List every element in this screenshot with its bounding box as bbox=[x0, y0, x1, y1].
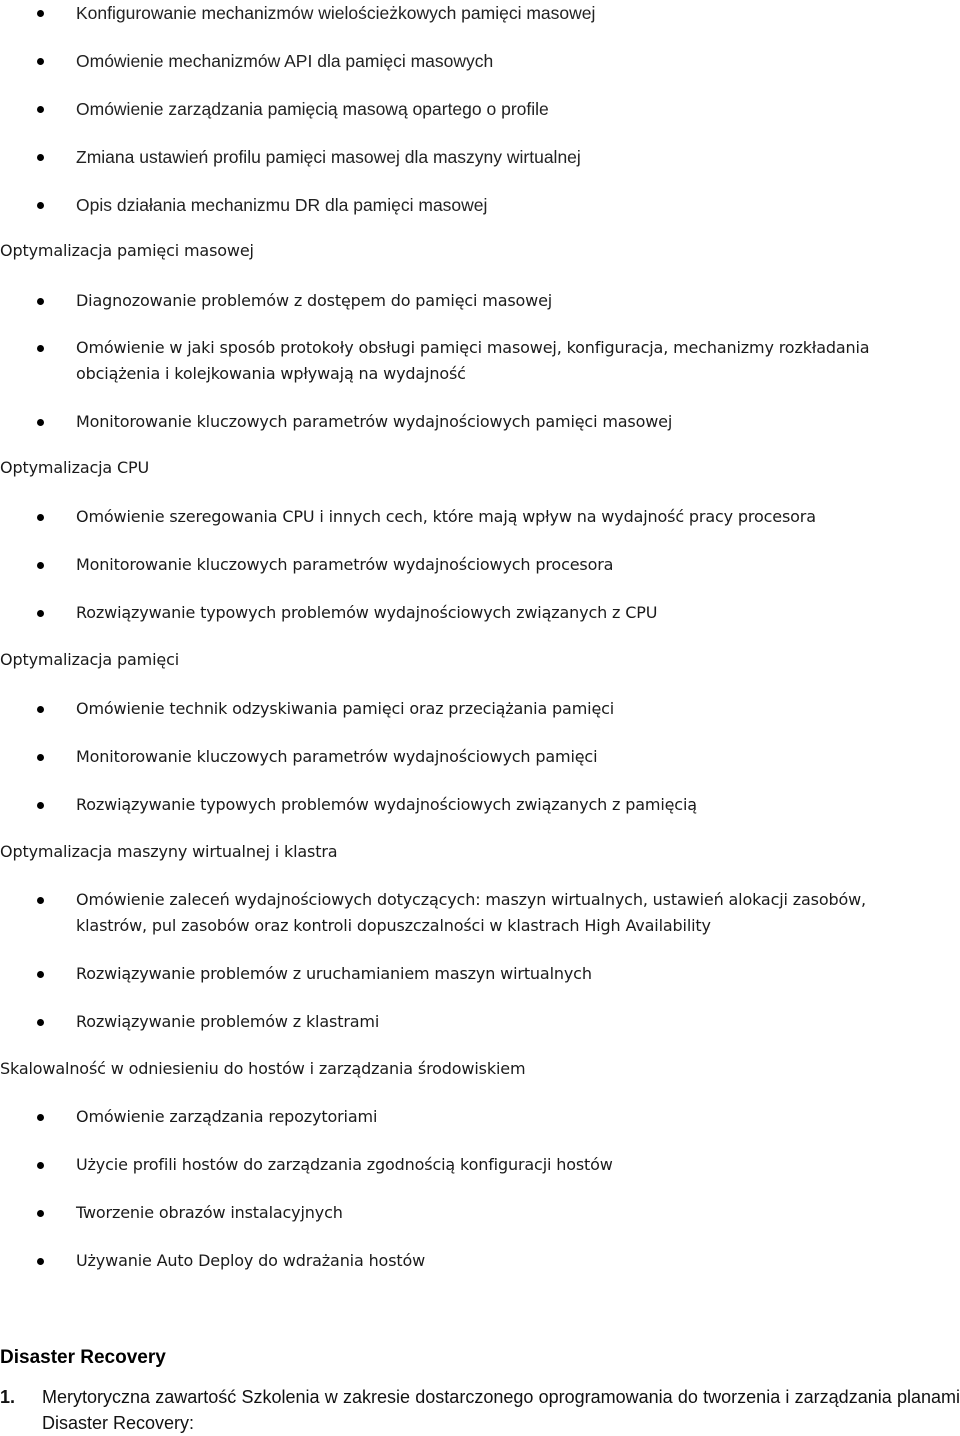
bullet-icon bbox=[37, 610, 44, 617]
bullet-icon bbox=[37, 897, 44, 904]
list-item-text: Omówienie mechanizmów API dla pamięci masowych bbox=[76, 51, 494, 71]
bullet-icon bbox=[37, 154, 44, 161]
bullet-icon bbox=[37, 202, 44, 209]
bullet-icon bbox=[37, 802, 44, 809]
list-item-text: Rozwiązywanie problemów z klastrami bbox=[76, 1012, 380, 1031]
bullet-icon bbox=[37, 10, 44, 17]
bullet-icon bbox=[37, 1258, 44, 1265]
section-heading: Optymalizacja pamięci bbox=[0, 650, 180, 669]
list-item-text: Rozwiązywanie typowych problemów wydajnościowych związanych z CPU bbox=[76, 603, 658, 622]
bullet-icon bbox=[37, 1019, 44, 1026]
section-heading: Optymalizacja maszyny wirtualnej i klastra bbox=[0, 842, 338, 861]
section-heading: Optymalizacja pamięci masowej bbox=[0, 241, 254, 260]
list-item-text: Omówienie w jaki sposób protokoły obsługi pamięci masowej, konfiguracja, mechanizmy rozkładania obciążenia i kolejkowania wpływają na wydajność bbox=[76, 338, 870, 383]
bullet-icon bbox=[37, 754, 44, 761]
list-item-text: Konfigurowanie mechanizmów wielościeżkowych pamięci masowej bbox=[76, 3, 596, 23]
list-item-text: Używanie Auto Deploy do wdrażania hostów bbox=[76, 1251, 426, 1270]
list-item-text: Monitorowanie kluczowych parametrów wydajnościowych procesora bbox=[76, 555, 614, 574]
list-item-text: Omówienie technik odzyskiwania pamięci oraz przeciążania pamięci bbox=[76, 699, 615, 718]
bullet-icon bbox=[37, 345, 44, 352]
section-heading: Optymalizacja CPU bbox=[0, 458, 150, 477]
section-heading: Skalowalność w odniesieniu do hostów i zarządzania środowiskiem bbox=[0, 1059, 526, 1078]
list-item-text: Diagnozowanie problemów z dostępem do pamięci masowej bbox=[76, 291, 553, 310]
list-item-text: Rozwiązywanie typowych problemów wydajnościowych związanych z pamięcią bbox=[76, 795, 697, 814]
item-text: Merytoryczna zawartość Szkolenia w zakresie dostarczonego oprogramowania do tworzenia i zarządzania planami Disaster Recovery: bbox=[42, 1387, 960, 1433]
list-item-text: Omówienie szeregowania CPU i innych cech, które mają wpływ na wydajność pracy procesora bbox=[76, 507, 816, 526]
bullet-icon bbox=[37, 419, 44, 426]
bullet-icon bbox=[37, 1210, 44, 1217]
list-item-text: Zmiana ustawień profilu pamięci masowej dla maszyny wirtualnej bbox=[76, 147, 581, 167]
list-item-text: Opis działania mechanizmu DR dla pamięci masowej bbox=[76, 195, 488, 215]
list-item-text: Monitorowanie kluczowych parametrów wydajnościowych pamięci masowej bbox=[76, 412, 673, 431]
bullet-icon bbox=[37, 58, 44, 65]
list-item-text: Omówienie zarządzania pamięcią masową opartego o profile bbox=[76, 99, 549, 119]
item-number: 1. bbox=[0, 1387, 16, 1407]
bullet-icon bbox=[37, 971, 44, 978]
list-item-text: Monitorowanie kluczowych parametrów wydajnościowych pamięci bbox=[76, 747, 598, 766]
list-item-text: Omówienie zaleceń wydajnościowych dotyczących: maszyn wirtualnych, ustawień alokacji zasobów, klastrów, pul zasobów oraz kontroli dopuszczalności w klastrach High Availability bbox=[76, 890, 866, 935]
bullet-icon bbox=[37, 706, 44, 713]
bullet-icon bbox=[37, 514, 44, 521]
bullet-icon bbox=[37, 1114, 44, 1121]
list-item-text: Tworzenie obrazów instalacyjnych bbox=[76, 1203, 343, 1222]
bullet-icon bbox=[37, 1162, 44, 1169]
list-item-text: Omówienie zarządzania repozytoriami bbox=[76, 1107, 378, 1126]
list-item-text: Rozwiązywanie problemów z uruchamianiem maszyn wirtualnych bbox=[76, 964, 592, 983]
bullet-icon bbox=[37, 298, 44, 305]
bullet-icon bbox=[37, 106, 44, 113]
list-item-text: Użycie profili hostów do zarządzania zgodnością konfiguracji hostów bbox=[76, 1155, 613, 1174]
section-title: Disaster Recovery bbox=[0, 1347, 166, 1368]
bullet-icon bbox=[37, 562, 44, 569]
